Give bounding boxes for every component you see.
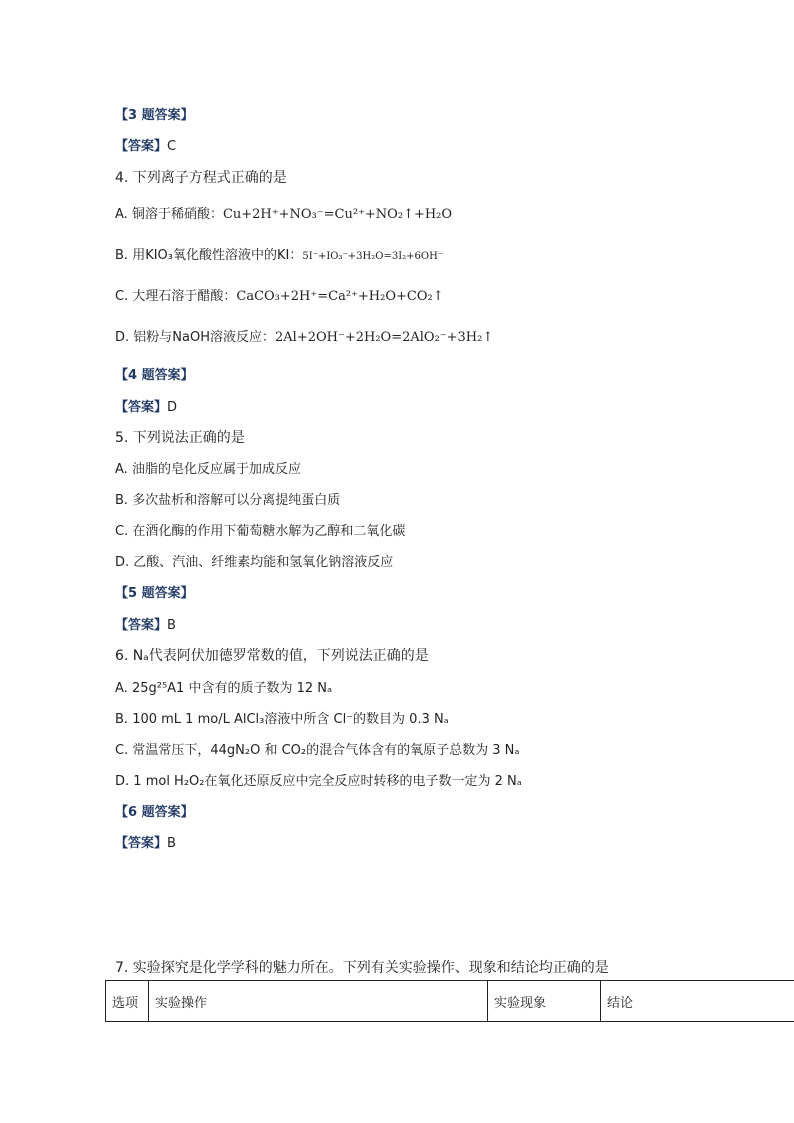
q5-option-b: B. 多次盐析和溶解可以分离提纯蛋白质: [115, 493, 341, 508]
q5-option-d: D. 乙酸、汽油、纤维素均能和氢氧化钠溶液反应: [115, 555, 394, 570]
q6-option-b: B. 100 mL 1 mo/L AlCl₃溶液中所含 Cl⁻的数目为 0.3 Nₐ: [115, 712, 449, 727]
q6-question: 6. Nₐ代表阿伏加德罗常数的值，下列说法正确的是: [115, 648, 429, 664]
q4-answer-header: 【4 题答案】: [115, 368, 194, 383]
q3-answer: 【答案】C: [115, 139, 177, 154]
q5-answer-header: 【5 题答案】: [115, 586, 194, 601]
q5-answer: 【答案】B: [115, 618, 176, 633]
table-header-cell: 实验现象: [488, 981, 601, 1022]
q3-answer-header: 【3 题答案】: [115, 108, 194, 123]
table-header-cell: 实验操作: [149, 981, 488, 1022]
q5-option-a: A. 油脂的皂化反应属于加成反应: [115, 462, 301, 477]
q6-option-d: D. 1 mol H₂O₂在氧化还原反应中完全反应时转移的电子数一定为 2 Nₐ: [115, 774, 522, 789]
q4-option-b: B. 用KIO₃氧化酸性溶液中的KI：5I⁻+IO₃⁻+3H₂O=3I₂+6OH⁻: [115, 248, 444, 263]
q5-question: 5. 下列说法正确的是: [115, 430, 245, 446]
q6-answer-header: 【6 题答案】: [115, 805, 194, 820]
experiment-table: [105, 980, 794, 1022]
q5-option-c: C. 在酒化酶的作用下葡萄糖水解为乙醇和二氧化碳: [115, 524, 406, 539]
table-header-cell: 选项: [106, 981, 149, 1022]
q4-option-a: A. 铜溶于稀硝酸：Cu+2H⁺+NO₃⁻=Cu²⁺+NO₂↑+H₂O: [115, 207, 453, 222]
q7-question: 7. 实验探究是化学学科的魅力所在。下列有关实验操作、现象和结论均正确的是: [115, 960, 609, 976]
q6-answer: 【答案】B: [115, 836, 176, 851]
table-header-cell: 结论: [601, 981, 794, 1022]
q4-question: 4. 下列离子方程式正确的是: [115, 170, 287, 186]
table-header-row: [106, 981, 794, 1022]
q4-option-d: D. 铝粉与NaOH溶液反应：2Al+2OH⁻+2H₂O=2AlO₂⁻+3H₂↑: [115, 330, 494, 345]
q6-option-a: A. 25g²⁵A1 中含有的质子数为 12 Nₐ: [115, 681, 333, 696]
q4-option-c: C. 大理石溶于醋酸：CaCO₃+2H⁺=Ca²⁺+H₂O+CO₂↑: [115, 289, 444, 304]
q6-option-c: C. 常温常压下，44gN₂O 和 CO₂的混合气体含有的氧原子总数为 3 Nₐ: [115, 743, 520, 758]
q4-answer: 【答案】D: [115, 400, 178, 415]
